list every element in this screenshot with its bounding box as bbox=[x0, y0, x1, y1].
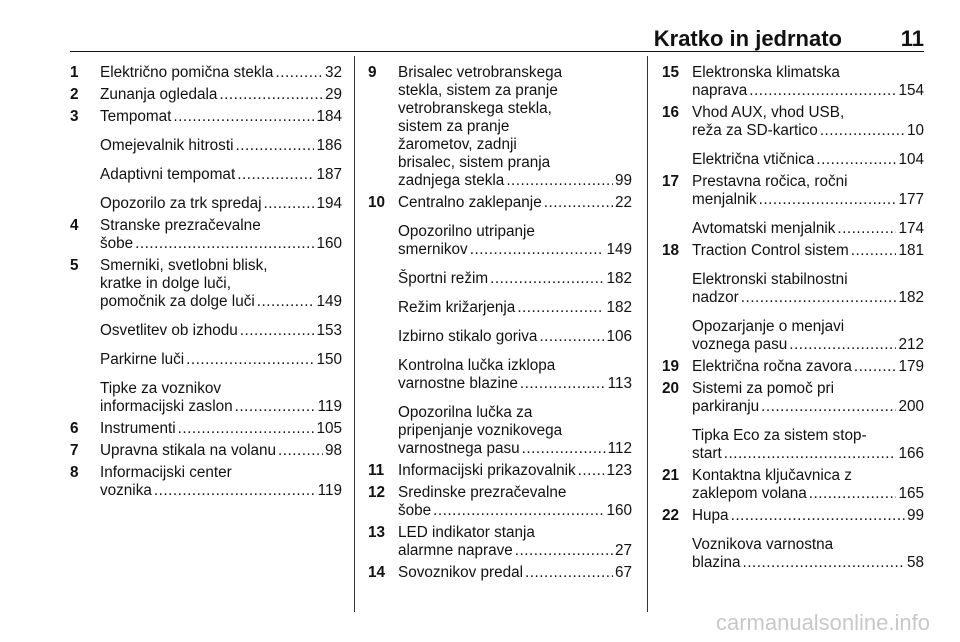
dot-leader bbox=[173, 108, 314, 126]
entry-label: parkiranju bbox=[692, 398, 760, 415]
entry-label: voznega pasu bbox=[692, 336, 788, 353]
dot-leader bbox=[741, 289, 897, 307]
dot-leader bbox=[275, 64, 323, 82]
dot-leader bbox=[809, 485, 897, 503]
dot-leader bbox=[506, 172, 613, 190]
index-entry[interactable] bbox=[70, 442, 342, 460]
entry-label: Opozorilno utripanje bbox=[398, 223, 535, 240]
entry-label: Adaptivni tempomat bbox=[100, 166, 236, 183]
entry-label: Opozorilna lučka za bbox=[398, 404, 533, 421]
dot-leader bbox=[851, 242, 897, 260]
dot-leader bbox=[178, 420, 315, 438]
dot-leader bbox=[235, 398, 316, 416]
dot-leader bbox=[470, 241, 605, 259]
dot-leader bbox=[539, 328, 604, 346]
column-divider-left bbox=[354, 56, 355, 612]
index-entry[interactable] bbox=[70, 64, 342, 82]
entry-label: Centralno zaklepanje bbox=[398, 194, 542, 211]
entry-number: 18 bbox=[662, 242, 680, 259]
dot-leader bbox=[135, 235, 314, 253]
entry-page-number[interactable]: 160 bbox=[316, 235, 342, 252]
entry-page-number[interactable]: 99 bbox=[906, 507, 924, 524]
index-entry[interactable] bbox=[662, 536, 924, 572]
entry-label: LED indikator stanja bbox=[398, 524, 535, 541]
entry-label: pomočnik za dolge luči bbox=[100, 293, 255, 310]
entry-page-number[interactable]: 119 bbox=[317, 398, 342, 415]
entry-page-number[interactable]: 29 bbox=[324, 86, 342, 103]
entry-page-number[interactable]: 182 bbox=[898, 289, 924, 306]
dot-leader bbox=[761, 398, 896, 416]
entry-label: reža za SD-kartico bbox=[692, 122, 818, 139]
column-divider-right bbox=[647, 56, 648, 612]
index-entry[interactable] bbox=[368, 194, 632, 212]
entry-label: informacijski zaslon bbox=[100, 398, 233, 415]
entry-label: Kontaktna ključavnica z bbox=[692, 467, 852, 484]
index-entry[interactable] bbox=[662, 318, 924, 354]
entry-label: Tempomat bbox=[100, 108, 172, 125]
entry-label: Električno pomična stekla bbox=[100, 64, 274, 81]
entry-page-number[interactable]: 182 bbox=[606, 299, 632, 316]
page-header-title: Kratko in jedrnato bbox=[653, 26, 842, 51]
entry-page-number[interactable]: 182 bbox=[606, 270, 632, 287]
index-entry[interactable] bbox=[70, 108, 342, 126]
index-entry[interactable] bbox=[70, 137, 342, 155]
index-entry[interactable] bbox=[70, 195, 342, 213]
entry-label: Brisalec vetrobranskega bbox=[398, 64, 563, 81]
dot-leader bbox=[759, 191, 897, 209]
index-entry[interactable] bbox=[368, 462, 632, 480]
entry-label: nadzor bbox=[692, 289, 739, 306]
entry-label: menjalnik bbox=[692, 191, 757, 208]
entry-page-number[interactable]: 113 bbox=[607, 375, 632, 392]
entry-page-number[interactable]: 181 bbox=[898, 242, 924, 259]
index-entry[interactable] bbox=[368, 524, 632, 560]
index-entry[interactable] bbox=[662, 467, 924, 503]
entry-number: 1 bbox=[70, 64, 79, 81]
index-entry[interactable] bbox=[368, 404, 632, 458]
entry-label: Avtomatski menjalnik bbox=[692, 220, 836, 237]
entry-number: 13 bbox=[368, 524, 386, 541]
dot-leader bbox=[525, 564, 613, 582]
entry-label: Opozorilo za trk spredaj bbox=[100, 195, 262, 212]
entry-label: sistem za pranje bbox=[398, 118, 510, 135]
index-entry[interactable] bbox=[368, 564, 632, 582]
entry-label: Sovoznikov predal bbox=[398, 564, 523, 581]
entry-label: Informacijski center bbox=[100, 464, 232, 481]
entry-page-number[interactable]: 174 bbox=[898, 220, 924, 237]
entry-label: Sistemi za pomoč pri bbox=[692, 380, 834, 397]
dot-leader bbox=[837, 220, 896, 238]
index-entry[interactable] bbox=[662, 242, 924, 260]
dot-leader bbox=[517, 299, 604, 317]
entry-label: Omejevalnik hitrosti bbox=[100, 137, 234, 154]
dot-leader bbox=[433, 502, 604, 520]
entry-number: 17 bbox=[662, 173, 680, 190]
index-entry[interactable] bbox=[70, 217, 342, 253]
index-entry[interactable] bbox=[662, 380, 924, 416]
dot-leader bbox=[731, 507, 905, 525]
index-entry[interactable] bbox=[70, 464, 342, 500]
dot-leader bbox=[186, 351, 314, 369]
entry-label: naprava bbox=[692, 82, 748, 99]
entry-label: Hupa bbox=[692, 507, 729, 524]
entry-label: Opozarjanje o menjavi bbox=[692, 318, 845, 335]
entry-page-number[interactable]: 179 bbox=[898, 358, 924, 375]
index-entry[interactable] bbox=[662, 173, 924, 209]
entry-page-number[interactable]: 212 bbox=[898, 336, 924, 353]
entry-label: Stranske prezračevalne bbox=[100, 217, 261, 234]
dot-leader bbox=[219, 86, 323, 104]
entry-label: Električna vtičnica bbox=[692, 151, 815, 168]
entry-page-number[interactable]: 200 bbox=[898, 398, 924, 415]
entry-number: 19 bbox=[662, 358, 680, 375]
entry-label: Izbirno stikalo goriva bbox=[398, 328, 538, 345]
entry-label: Kontrolna lučka izklopa bbox=[398, 357, 556, 374]
entry-page-number[interactable]: 104 bbox=[898, 151, 924, 168]
entry-number: 7 bbox=[70, 442, 79, 459]
dot-leader bbox=[854, 358, 897, 376]
entry-number: 9 bbox=[368, 64, 377, 81]
entry-page-number[interactable]: 166 bbox=[898, 445, 924, 462]
entry-label: Elektronska klimatska bbox=[692, 64, 840, 81]
index-entry[interactable] bbox=[662, 358, 924, 376]
dot-leader bbox=[724, 445, 897, 463]
entry-number: 11 bbox=[368, 462, 385, 479]
entry-label: Sredinske prezračevalne bbox=[398, 484, 567, 501]
entry-label: Parkirne luči bbox=[100, 351, 185, 368]
dot-leader bbox=[264, 195, 315, 213]
entry-label: Elektronski stabilnostni bbox=[692, 271, 848, 288]
dot-leader bbox=[240, 322, 315, 340]
entry-page-number[interactable]: 150 bbox=[316, 351, 342, 368]
entry-page-number[interactable]: 98 bbox=[324, 442, 342, 459]
entry-page-number[interactable]: 149 bbox=[606, 241, 632, 258]
entry-label: Upravna stikala na volanu bbox=[100, 442, 277, 459]
entry-number: 2 bbox=[70, 86, 79, 103]
entry-label: kratke in dolge luči, bbox=[100, 275, 231, 292]
entry-page-number[interactable]: 149 bbox=[316, 293, 342, 310]
index-entry[interactable] bbox=[70, 380, 342, 416]
entry-label: blazina bbox=[692, 554, 741, 571]
index-entry[interactable] bbox=[70, 351, 342, 369]
entry-label: žarometov, zadnji bbox=[398, 136, 517, 153]
dot-leader bbox=[237, 166, 314, 184]
entry-page-number[interactable]: 194 bbox=[316, 195, 342, 212]
entry-label: varnostne blazine bbox=[398, 375, 518, 392]
index-entry[interactable] bbox=[662, 507, 924, 525]
entry-label: varnostnega pasu bbox=[398, 440, 520, 457]
entry-label: stekla, sistem za pranje bbox=[398, 82, 558, 99]
index-entry[interactable] bbox=[368, 223, 632, 259]
index-entry[interactable] bbox=[70, 420, 342, 438]
entry-label: zadnjega stekla bbox=[398, 172, 505, 189]
index-entry[interactable] bbox=[368, 484, 632, 520]
index-column-1 bbox=[70, 64, 342, 500]
entry-label: Traction Control sistem bbox=[692, 242, 849, 259]
index-entry[interactable] bbox=[368, 357, 632, 393]
entry-label: Režim križarjenja bbox=[398, 299, 516, 316]
entry-label: šobe bbox=[398, 502, 432, 519]
index-entry[interactable] bbox=[368, 64, 632, 190]
entry-number: 8 bbox=[70, 464, 79, 481]
entry-number: 5 bbox=[70, 257, 79, 274]
entry-page-number[interactable]: 106 bbox=[606, 328, 632, 345]
dot-leader bbox=[235, 137, 314, 155]
dot-leader bbox=[816, 151, 896, 169]
index-entry[interactable] bbox=[368, 328, 632, 346]
watermark: carmanualsonline.info bbox=[715, 610, 930, 635]
entry-label: Prestavna ročica, ročni bbox=[692, 173, 848, 190]
header-rule bbox=[70, 51, 924, 52]
entry-page-number[interactable]: 22 bbox=[614, 194, 632, 211]
entry-label: brisalec, sistem pranja bbox=[398, 154, 551, 171]
entry-label: smernikov bbox=[398, 241, 468, 258]
entry-label: Osvetlitev ob izhodu bbox=[100, 322, 238, 339]
entry-page-number[interactable]: 184 bbox=[316, 108, 342, 125]
index-entry[interactable] bbox=[70, 86, 342, 104]
index-entry[interactable] bbox=[662, 104, 924, 140]
index-entry[interactable] bbox=[662, 220, 924, 238]
index-column-3 bbox=[662, 64, 924, 572]
index-entry[interactable] bbox=[662, 151, 924, 169]
page-number: 11 bbox=[900, 26, 924, 51]
entry-number: 21 bbox=[662, 467, 680, 484]
entry-page-number[interactable]: 67 bbox=[614, 564, 632, 581]
dot-leader bbox=[154, 482, 316, 500]
index-column-2 bbox=[368, 64, 632, 582]
entry-label: start bbox=[692, 445, 722, 462]
index-entry[interactable] bbox=[70, 166, 342, 184]
entry-page-number[interactable]: 32 bbox=[324, 64, 342, 81]
index-entry[interactable] bbox=[662, 271, 924, 307]
dot-leader bbox=[749, 82, 896, 100]
entry-page-number[interactable]: 165 bbox=[898, 485, 924, 502]
entry-page-number[interactable]: 105 bbox=[316, 420, 342, 437]
entry-page-number[interactable]: 160 bbox=[606, 502, 632, 519]
entry-page-number[interactable]: 119 bbox=[317, 482, 342, 499]
entry-label: Tipke za voznikov bbox=[100, 380, 222, 397]
dot-leader bbox=[789, 336, 896, 354]
entry-page-number[interactable]: 10 bbox=[906, 122, 924, 139]
entry-label: Zunanja ogledala bbox=[100, 86, 218, 103]
entry-label: vetrobranskega stekla, bbox=[398, 100, 552, 117]
index-entry[interactable] bbox=[662, 64, 924, 100]
entry-page-number[interactable]: 27 bbox=[614, 542, 632, 559]
entry-number: 3 bbox=[70, 108, 79, 125]
entry-label: alarmne naprave bbox=[398, 542, 513, 559]
entry-page-number[interactable]: 186 bbox=[316, 137, 342, 154]
dot-leader bbox=[520, 375, 606, 393]
entry-page-number[interactable]: 123 bbox=[606, 462, 632, 479]
entry-label: pripenjanje voznikovega bbox=[398, 422, 563, 439]
entry-label: Informacijski prikazovalnik bbox=[398, 462, 576, 479]
index-entry[interactable] bbox=[368, 270, 632, 288]
entry-label: Smerniki, svetlobni blisk, bbox=[100, 257, 268, 274]
entry-number: 4 bbox=[70, 217, 79, 234]
entry-number: 14 bbox=[368, 564, 386, 581]
dot-leader bbox=[278, 442, 323, 460]
entry-number: 15 bbox=[662, 64, 680, 81]
entry-number: 16 bbox=[662, 104, 680, 121]
entry-page-number[interactable]: 153 bbox=[316, 322, 342, 339]
entry-number: 20 bbox=[662, 380, 680, 397]
index-entry[interactable] bbox=[70, 257, 342, 311]
entry-label: Tipka Eco za sistem stop- bbox=[692, 427, 867, 444]
index-entry[interactable] bbox=[368, 299, 632, 317]
entry-number: 12 bbox=[368, 484, 386, 501]
entry-label: Električna ročna zavora bbox=[692, 358, 852, 375]
dot-leader bbox=[820, 122, 905, 140]
entry-label: Voznikova varnostna bbox=[692, 536, 834, 553]
entry-label: voznika bbox=[100, 482, 152, 499]
entry-label: zaklepom volana bbox=[692, 485, 807, 502]
dot-leader bbox=[522, 440, 606, 458]
dot-leader bbox=[257, 293, 315, 311]
dot-leader bbox=[544, 194, 613, 212]
entry-number: 6 bbox=[70, 420, 79, 437]
entry-page-number[interactable]: 112 bbox=[607, 440, 632, 457]
dot-leader bbox=[490, 270, 604, 288]
index-entry[interactable] bbox=[662, 427, 924, 463]
entry-label: Vhod AUX, vhod USB, bbox=[692, 104, 845, 121]
dot-leader bbox=[742, 554, 905, 572]
dot-leader bbox=[515, 542, 613, 560]
entry-page-number[interactable]: 58 bbox=[906, 554, 924, 571]
entry-page-number[interactable]: 187 bbox=[316, 166, 342, 183]
entry-number: 22 bbox=[662, 507, 680, 524]
entry-page-number[interactable]: 99 bbox=[614, 172, 632, 189]
entry-page-number[interactable]: 177 bbox=[898, 191, 924, 208]
entry-label: Športni režim bbox=[398, 270, 489, 287]
entry-label: Instrumenti bbox=[100, 420, 176, 437]
entry-page-number[interactable]: 154 bbox=[898, 82, 924, 99]
index-entry[interactable] bbox=[70, 322, 342, 340]
entry-label: šobe bbox=[100, 235, 134, 252]
dot-leader bbox=[578, 462, 605, 480]
entry-number: 10 bbox=[368, 194, 386, 211]
